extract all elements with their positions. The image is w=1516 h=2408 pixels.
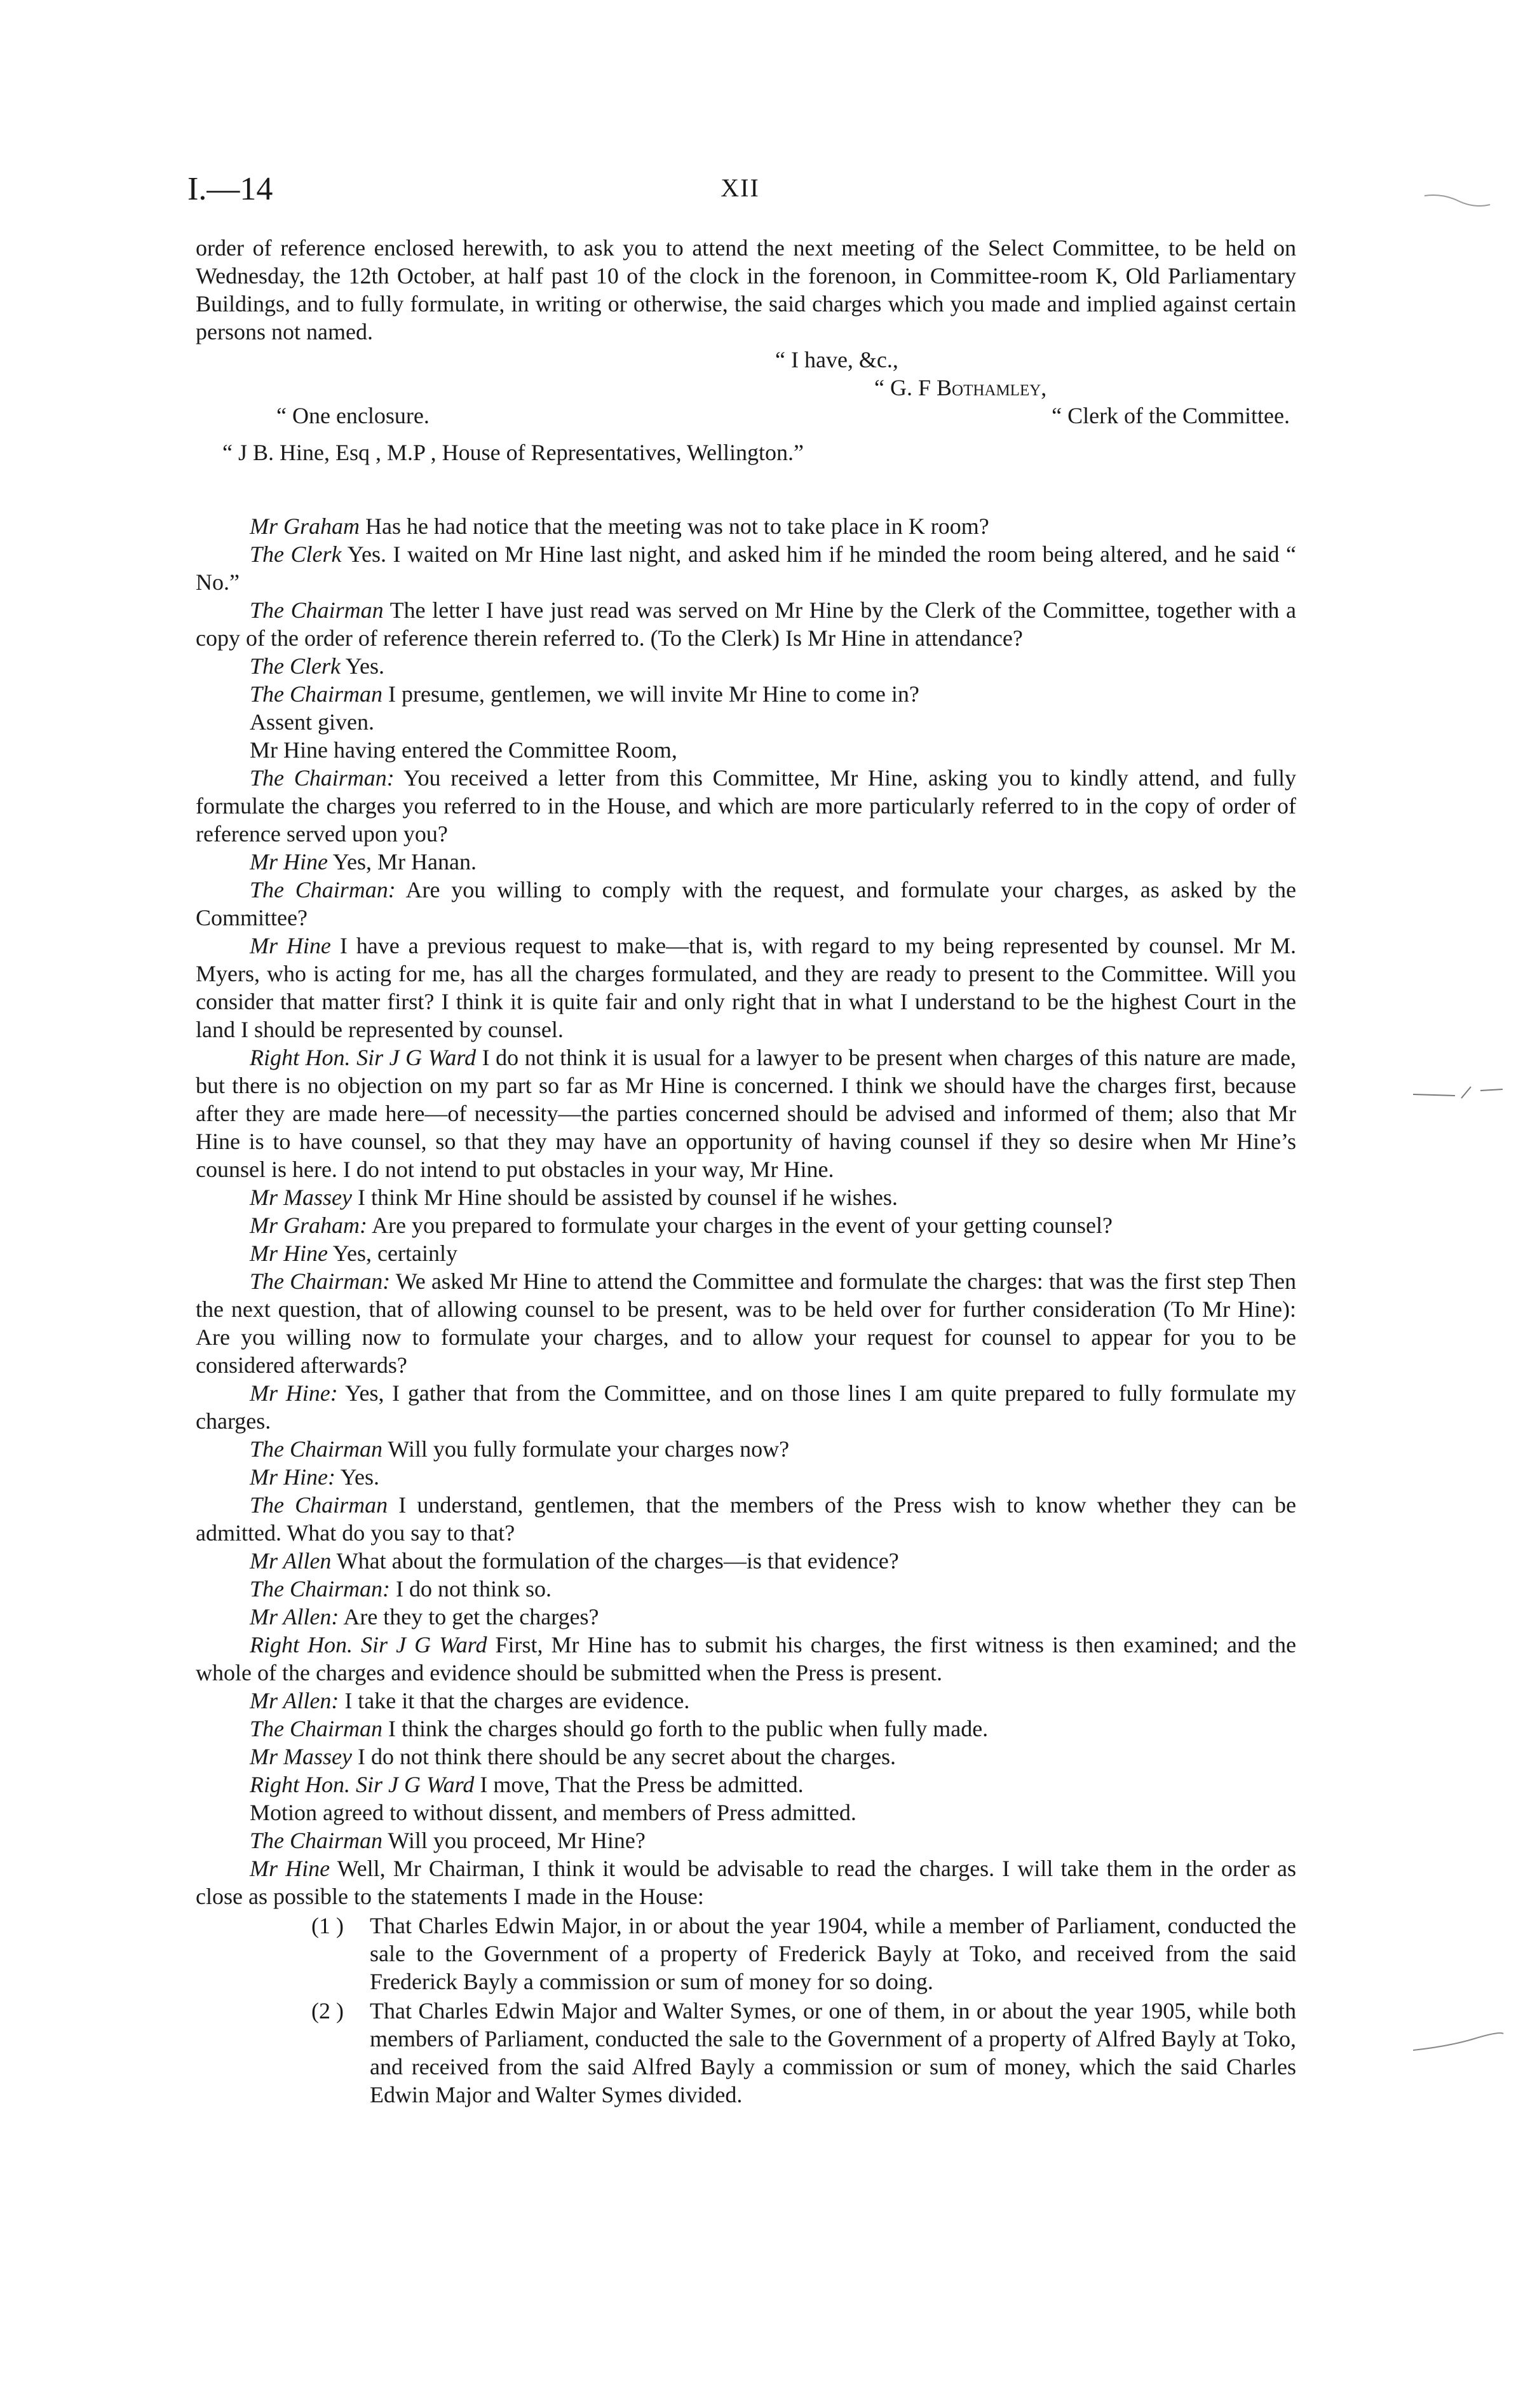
speaker-name: Mr Allen: [250, 1688, 339, 1713]
margin-mark-bottom [1411, 2027, 1506, 2059]
letter-body: order of reference enclosed herewith, to ask you to attend the next meeting of the Select Committee, to be held on Wednesday, the 12th October, at half past 10 of the clock in the forenoon, in Committee-room K, Old Parliamentary Buildings, and to fully formulate, in writing or otherwise, the said charges which you made and implied against certain persons not named. [196, 235, 1296, 344]
page-code: I.—14 [187, 171, 273, 207]
transcript-line [196, 1771, 1296, 1799]
transcript-line [196, 876, 1296, 932]
speaker-name: Right Hon. Sir J G Ward [250, 1632, 487, 1657]
speaker-name: The Chairman [250, 1492, 388, 1518]
speaker-name: Mr Hine: [250, 1464, 335, 1490]
charges-list [196, 1912, 1296, 2109]
speech-text: You received a letter from this Committee, Mr Hine, asking you to kindly attend, and fully formulate the charges you referred to in the House, and which are more particularly referred to in the copy of order of reference served upon you? [196, 765, 1296, 847]
speech-text: I have a previous request to make—that is, with regard to my being represented by counsel. Mr M. Myers, who is acting for me, has all the charges formulated, and they are ready to present to the Committee. Will you consider that matter first? I think it is quite fair and only right that in what I understand to be the highest Court in the land I should be represented by counsel. [196, 933, 1296, 1042]
letter-signature [196, 374, 1296, 402]
speaker-name: The Chairman: [250, 1576, 391, 1602]
speaker-name: The Chairman [250, 1716, 383, 1741]
margin-mark-top [1423, 189, 1493, 215]
transcript-line [196, 652, 1296, 680]
speech-text: I think the charges should go forth to the public when fully made. [382, 1716, 989, 1741]
speaker-name: The Chairman [250, 1828, 383, 1853]
speech-text: Has he had notice that the meeting was not to take place in K room? [360, 514, 989, 539]
speech-text: I take it that the charges are evidence. [339, 1688, 690, 1713]
transcript-line [196, 680, 1296, 708]
charge-text: That Charles Edwin Major and Walter Symes, or one of them, in or about the year 1905, while both members of Parliament, conducted the sale to the Government of a property of Alfred Bayly at Toko, and received from the said Alfred Bayly a commission or sum of money, which the said Charles Edwin Major and Walter Symes divided. [370, 1998, 1296, 2107]
transcript-line [196, 1267, 1296, 1379]
transcript-line [196, 540, 1296, 596]
speaker-name: Mr Hine [250, 1241, 328, 1266]
speech-text: I presume, gentlemen, we will invite Mr Hine to come in? [382, 681, 919, 707]
transcript-line [196, 1183, 1296, 1211]
transcript-line [196, 1854, 1296, 1910]
charge-number: (2 ) [311, 1998, 344, 2024]
margin-mark-middle [1411, 1080, 1506, 1106]
transcript-line [196, 512, 1296, 540]
charge-item [311, 1912, 1296, 1996]
transcript-line [196, 1044, 1296, 1183]
transcript-line [196, 1631, 1296, 1687]
speaker-name: Mr Massey [250, 1185, 352, 1210]
transcript-line [196, 1547, 1296, 1575]
transcript [196, 512, 1296, 1910]
transcript-line [196, 1715, 1296, 1743]
document-body [196, 234, 1296, 2109]
transcript-line [196, 1239, 1296, 1267]
transcript-line [196, 1211, 1296, 1239]
speech-text: Yes, Mr Hanan. [327, 849, 477, 874]
transcript-line [196, 1379, 1296, 1435]
speech-text: The letter I have just read was served on Mr Hine by the Clerk of the Committee, together with a copy of the order of reference therein referred to. (To the Clerk) Is Mr Hine in attendance? [196, 597, 1296, 651]
speech-text: Will you proceed, Mr Hine? [382, 1828, 646, 1853]
letter-closing: “ I have, &c., [775, 347, 898, 372]
transcript-line [196, 1687, 1296, 1715]
speech-text: Yes. [335, 1464, 380, 1490]
speech-text: Are they to get the charges? [339, 1604, 599, 1629]
speech-text: I do not think there should be any secret about the charges. [351, 1744, 897, 1769]
speaker-name: Mr Graham [250, 514, 360, 539]
transcript-line [196, 1435, 1296, 1463]
transcript-line [196, 1826, 1296, 1854]
transcript-line [196, 764, 1296, 848]
speaker-name: The Chairman [250, 1436, 383, 1462]
transcript-line [196, 708, 1296, 736]
speech-text: I do not think so. [390, 1576, 552, 1602]
transcript-line [196, 1463, 1296, 1491]
transcript-line [196, 1743, 1296, 1771]
speaker-name: Right Hon. Sir J G Ward [250, 1045, 477, 1070]
page-header [187, 170, 1293, 215]
signature-name: “ G. F Bothamley, [874, 375, 1047, 400]
speaker-name: Mr Allen: [250, 1604, 339, 1629]
charge-item [311, 1997, 1296, 2109]
speech-text: Motion agreed to without dissent, and members of Press admitted. [250, 1800, 856, 1825]
speech-text: I understand, gentlemen, that the members of the Press wish to know whether they can be admitted. What do you say to that? [196, 1492, 1297, 1546]
transcript-line [196, 1603, 1296, 1631]
speech-text: Yes. [340, 653, 385, 679]
charge-number: (1 ) [311, 1913, 344, 1938]
letter-enclosure: “ One enclosure. [276, 403, 430, 428]
speaker-name: The Chairman [250, 597, 384, 623]
speaker-name: Mr Hine: [250, 1380, 338, 1406]
letter-signature-title: “ Clerk of the Committee. [1052, 403, 1290, 428]
speaker-name: The Clerk [250, 541, 342, 567]
speech-text: Assent given. [250, 709, 374, 735]
speech-text: Are you willing to comply with the request, and formulate your charges, as asked by the Committee? [196, 877, 1296, 930]
speaker-name: The Clerk [250, 653, 341, 679]
transcript-line [196, 848, 1296, 876]
speaker-name: The Chairman: [250, 765, 395, 791]
speech-text: Are you prepared to formulate your charges in the event of your getting counsel? [367, 1213, 1113, 1238]
speech-text: Yes. I waited on Mr Hine last night, and asked him if he minded the room being altered, and he said “ No.” [196, 541, 1297, 595]
speaker-name: The Chairman: [250, 877, 396, 902]
speech-text: First, Mr Hine has to submit his charges, the first witness is then examined; and the whole of the charges and evidence should be submitted when the Press is present. [196, 1632, 1297, 1685]
transcript-line [196, 1491, 1296, 1547]
letter-footer-row [196, 402, 1296, 430]
transcript-line [196, 736, 1296, 764]
speech-text: Yes, I gather that from the Committee, and on those lines I am quite prepared to fully formulate my charges. [196, 1380, 1296, 1434]
speaker-name: Mr Graham: [250, 1213, 367, 1238]
speech-text: I move, That the Press be admitted. [474, 1772, 804, 1797]
speech-text: I do not think it is usual for a lawyer to be present when charges of this nature are made, but there is no objection on my part so far as Mr Hine is concerned. I think we should have the charges first, because after they are made here—of necessity—the parties concerned should be advised and informed of them; also that Mr Hine is to have counsel, so that they may have an opportunity of having counsel if they so desire when Mr Hine’s counsel is here. I do not intend to put obstacles in your way, Mr Hine. [196, 1045, 1297, 1182]
speaker-name: Right Hon. Sir J G Ward [250, 1772, 475, 1797]
speech-text: We asked Mr Hine to attend the Committee and formulate the charges: that was the first step Then the next question, that of allowing counsel to be present, was to be held over for further consideration (To Mr Hine): Are you willing now to formulate your charges, and to allow your request for counsel to appear for you to be considered afterwards? [196, 1269, 1296, 1378]
letter-addressee: “ J B. Hine, Esq , M.P , House of Representatives, Wellington.” [222, 440, 804, 465]
speaker-name: Mr Hine [250, 1856, 330, 1881]
transcript-line [196, 932, 1296, 1044]
speaker-name: Mr Hine [250, 933, 331, 958]
speaker-name: Mr Allen [250, 1548, 332, 1574]
transcript-line [196, 1575, 1296, 1603]
speaker-name: Mr Hine [250, 849, 328, 874]
speech-text: What about the formulation of the charges—is that evidence? [331, 1548, 899, 1574]
speaker-name: The Chairman [250, 681, 383, 707]
speech-text: Yes, certainly [327, 1241, 457, 1266]
transcript-line [196, 596, 1296, 652]
page-number: XII [721, 173, 760, 202]
speech-text: Mr Hine having entered the Committee Room, [250, 737, 677, 763]
speaker-name: Mr Massey [250, 1744, 352, 1769]
speech-text: Will you fully formulate your charges now? [382, 1436, 790, 1462]
speaker-name: The Chairman: [250, 1269, 391, 1294]
transcript-line [196, 1799, 1296, 1826]
speech-text: Well, Mr Chairman, I think it would be advisable to read the charges. I will take them in the order as close as possible to the statements I made in the House: [196, 1856, 1296, 1909]
charge-text: That Charles Edwin Major, in or about the year 1904, while a member of Parliament, conducted the sale to the Government of a property of Frederick Bayly at Toko, and received from the said Frederick Bayly a commission or sum of money for so doing. [370, 1913, 1296, 1994]
speech-text: I think Mr Hine should be assisted by counsel if he wishes. [351, 1185, 898, 1210]
